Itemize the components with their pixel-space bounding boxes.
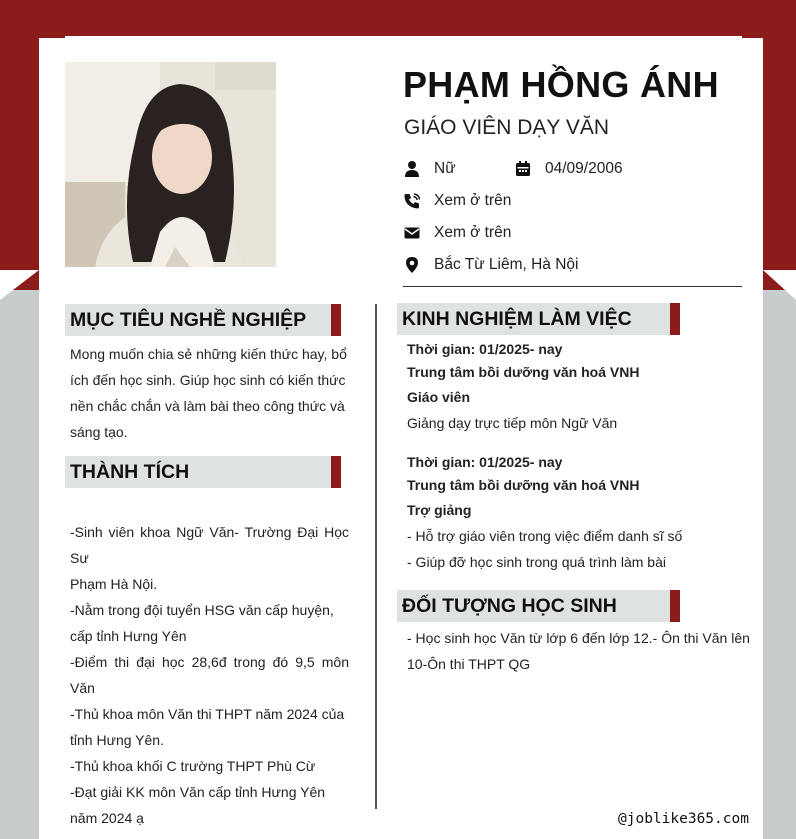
calendar-icon bbox=[514, 160, 532, 178]
achievement-line: -Đạt giải KK môn Văn cấp tỉnh Hưng Yên bbox=[70, 784, 326, 800]
envelope-icon bbox=[403, 224, 421, 242]
top-divider bbox=[65, 36, 742, 38]
job-detail: - Hỗ trợ giáo viên trong việc điểm danh sĩ số bbox=[407, 528, 683, 544]
achievement-line: cấp tỉnh Hưng Yên bbox=[70, 628, 187, 644]
objective-heading-bar bbox=[65, 304, 341, 336]
phone-row bbox=[403, 192, 511, 210]
job-detail: - Giúp đỡ học sinh trong quá trình làm bài bbox=[407, 554, 666, 570]
achievement-line: Phạm Hà Nội. bbox=[70, 576, 158, 592]
header-divider bbox=[403, 286, 742, 287]
students-heading-bar bbox=[397, 590, 680, 622]
person-icon bbox=[403, 160, 421, 178]
watermark: @joblike365.com bbox=[618, 811, 749, 827]
job-company: Trung tâm bồi dưỡng văn hoá VNH bbox=[407, 364, 640, 380]
experience-heading-bar bbox=[397, 303, 680, 335]
achievement-line: -Điểm thi đại học 28,6đ trong đó 9,5 môn Văn bbox=[70, 654, 349, 696]
achievement-line: -Thủ khoa môn Văn thi THPT năm 2024 của bbox=[70, 706, 345, 722]
job-time: Thời gian: 01/2025- nay bbox=[407, 341, 563, 357]
students-heading: ĐỐI TƯỢNG HỌC SINH bbox=[402, 595, 617, 617]
birthday-value: 04/09/2006 bbox=[545, 160, 623, 177]
profile-photo bbox=[65, 62, 276, 267]
candidate-name: PHẠM HỒNG ÁNH bbox=[403, 64, 719, 105]
left-notch bbox=[0, 270, 39, 300]
phone-value: Xem ở trên bbox=[434, 192, 512, 209]
birthday-row bbox=[514, 160, 623, 178]
objective-line: nền chắc chắn và làm bài theo công thức và bbox=[70, 398, 345, 414]
objective-line: sáng tạo. bbox=[70, 424, 128, 440]
gender-row bbox=[403, 160, 456, 178]
achievements-text bbox=[70, 519, 349, 831]
students-text bbox=[407, 625, 750, 677]
heading-accent bbox=[331, 304, 341, 336]
achievement-line: tỉnh Hưng Yên. bbox=[70, 732, 164, 748]
objective-heading: MỤC TIÊU NGHỀ NGHIỆP bbox=[70, 309, 307, 331]
email-row bbox=[403, 224, 511, 242]
map-pin-icon bbox=[403, 256, 421, 274]
job-role: Giáo viên bbox=[407, 389, 471, 405]
achievements-heading: THÀNH TÍCH bbox=[70, 461, 190, 483]
address-row bbox=[403, 256, 578, 274]
achievement-line: -Thủ khoa khối C trường THPT Phù Cừ bbox=[70, 758, 316, 774]
students-line: - Học sinh học Văn từ lớp 6 đến lớp 12.- Ôn thi Văn lên bbox=[407, 630, 750, 646]
email-value: Xem ở trên bbox=[434, 224, 512, 241]
objective-line: Mong muốn chia sẻ những kiến thức hay, bổ bbox=[70, 346, 347, 362]
phone-icon bbox=[403, 192, 421, 210]
achievement-line: -Nằm trong đội tuyển HSG văn cấp huyện, bbox=[70, 602, 334, 618]
right-notch bbox=[763, 270, 796, 300]
heading-accent bbox=[670, 303, 680, 335]
address-value: Bắc Từ Liêm, Hà Nội bbox=[434, 256, 579, 273]
experience-heading: KINH NGHIỆM LÀM VIỆC bbox=[402, 308, 632, 330]
job-company: Trung tâm bồi dưỡng văn hoá VNH bbox=[407, 477, 640, 493]
students-line: 10-Ôn thi THPT QG bbox=[407, 656, 531, 672]
achievement-line: -Sinh viên khoa Ngữ Văn- Trường Đại Học Sư bbox=[70, 524, 349, 566]
objective-line: ích đến học sinh. Giúp học sinh có kiến thức bbox=[70, 372, 346, 388]
gender-value: Nữ bbox=[434, 160, 456, 177]
column-divider bbox=[375, 304, 377, 809]
achievement-line: năm 2024 ạ bbox=[70, 810, 144, 826]
job-detail: Giảng dạy trực tiếp môn Ngữ Văn bbox=[407, 415, 618, 431]
objective-text bbox=[70, 341, 349, 445]
job-time: Thời gian: 01/2025- nay bbox=[407, 454, 563, 470]
job-title: GIÁO VIÊN DẠY VĂN bbox=[404, 116, 610, 139]
heading-accent bbox=[331, 456, 341, 488]
job-role: Trợ giảng bbox=[407, 502, 472, 518]
achievements-heading-bar bbox=[65, 456, 341, 488]
heading-accent bbox=[670, 590, 680, 622]
